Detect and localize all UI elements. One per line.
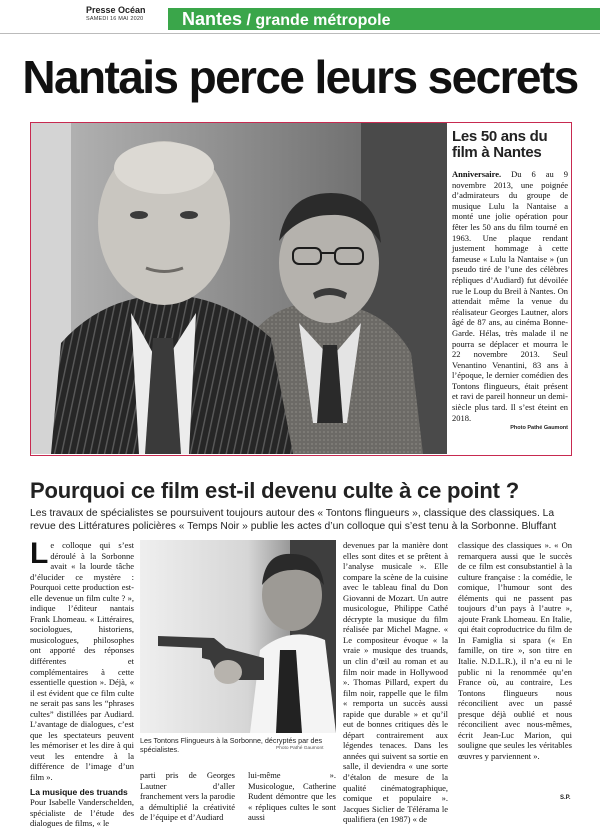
sidebar-photo-credit: Photo Pathé Gaumont	[510, 425, 568, 432]
paper-name: Presse Océan	[86, 5, 146, 15]
sorbonne-photo	[140, 540, 336, 733]
section-subtitle: / grande métropole	[246, 12, 391, 29]
photo-credit: Photo Pathé Gaumont	[276, 746, 324, 751]
photo-caption: Les Tontons Flingueurs à la Sorbonne, décryptés par des spécialistes.	[140, 736, 323, 754]
column-1-end-text: Pour Isabelle Vanderschelden, spécialiste de l’étude des dialogues de films, « le	[30, 797, 134, 829]
sidebar-body	[452, 169, 568, 423]
article-column-4: classique des classiques ». « On remarquera aussi que le succès de ce film est consubstantiel à la culture française : la comédie, le comique, l’humour sont des éléments qui ne passent pas toujours d’un pays à l’autre », ajoute Frank Lhomeau. En Italie, qui était coproductrice du film de In Famiglia si spara (« En famille, on tire », son titre en Italie. N.D.L.R.), il n’a eu ni le public ni la renommée qu’en France où, au contraire, Les Tontons flingueurs nous réconcilient avec un passé presque déjà oublié et nous réconcilient avec nous-mêmes, écrit Jean-Luc Marion, qui souligne que seules les véritables œuvres y parviennent ».	[458, 540, 572, 761]
article-column-1	[30, 537, 134, 829]
author-signature: S.P.	[560, 795, 571, 801]
section-band	[168, 8, 600, 30]
film-still-photo	[31, 123, 447, 454]
sidebar-text: Du 6 au 9 novembre 2013, une poignée d’admirateurs du groupe de musique Lulu la Nantaise a monté une jolie opération pour fêter les 50 ans du film tourné en 1963. Une plaque rendant justement hommage à cette fameuse « Lulu la Nantaise » (un pseudo tiré de l’une des célèbres répliques d’Audiard) fut dévoilée rue le Loup du Breil à Nantes. On attendait même la venue du réalisateur Georges Lautner, alors âgé de 87 ans, au cinéma Bonne-Garde. Hélas, très malade il ne pourra se déplacer et mourra le 22 novembre 2013. Seul Venantino Venantini, 83 ans à l’époque, le dernier comédien des Tontons flingueurs, était présent et ravi de pareil honneur un demi-siècle plus tard. Il s’est éteint en 2018.	[452, 169, 569, 423]
article-standfirst: Les travaux de spécialistes se poursuivent toujours autour des « Tontons flingueurs », classique des classiques. La revue des Littératures policières « Temps Noir » publie les actes d’un colloque qui s’est tenu à la Sorbonne. Bluffant	[30, 508, 557, 532]
section-city: Nantes	[182, 9, 243, 29]
sidebar-box	[452, 129, 568, 431]
gunman-photo-illustration	[140, 540, 336, 733]
sidebar-title	[452, 129, 568, 161]
section-title	[182, 8, 391, 32]
feature-box	[30, 122, 572, 456]
article-column-3: devenues par la manière dont elles sont dites et se prêtent à l’analyse musicale ». Elle compare la scène de la cuisine avec le tableau final du Don Giovanni de Mozart. Un autre musicologue, Philippe Cathé décrypte la musique du film réalisée par Michel Magne. « Le compositeur évoque « la vraie » musique des truands, un clin d’œil au roman et au film noir made in Hollywood ». Thomas Pillard, expert du film noir, rappelle que le film « remporta un succès aussi rapide que durable » et qu’il eut de bonnes critiques dès le départ contrairement aux légendes tenaces. Dans les années qui suivent sa sortie en salle, il deviendra « une sorte d’étalon de mesure de la qualité cinématographique, comique et populaire ». Jacques Siclier de Télérama le qualifiera (en 1987) « de	[343, 540, 448, 825]
sidebar-lead: Anniversaire.	[452, 169, 502, 179]
masthead	[0, 0, 600, 34]
sidebar-title-line2: film à Nantes	[452, 144, 542, 161]
page-headline: Nantais perce leurs secrets	[22, 51, 578, 103]
article-subhead: La musique des truands	[30, 786, 128, 797]
sidebar-title-line1: Les 50 ans du	[452, 128, 548, 145]
article-question-title: Pourquoi ce film est-il devenu culte à ce point ?	[30, 478, 519, 503]
dropcap: L	[30, 537, 49, 570]
column-1-text: e colloque qui s’est déroulé à la Sorbonne avait « la lourde tâche d’élucider ce mystère : Pourquoi cette production est-elle devenue un film culte ? », indique l’éditeur nantais Frank Lhomeau. « Littéraires, sociologues, historiens, musicologues, philosophes ont apporté des réponses différentes et complémentaires à cette essentielle question ». Déjà, « il est évident que ce film culte ne serait pas sans les “phrases cultes” distillées par Audiard. L’avantage de dialogues, c’est que les spectateurs peuvent les mémoriser et les dire à qui veut les entendre à la différence de l’image d’un film ».	[30, 540, 134, 783]
paper-date: SAMEDI 16 MAI 2020	[86, 16, 144, 22]
article-column-3-bottom: lui-même ». Musicologue, Catherine Rudent démontre que les « répliques cultes le sont aussi	[248, 770, 336, 823]
article-column-2-bottom: parti pris de Georges Lautner d’aller franchement vers la parodie a démultiplié la créativité de l’équipe et d’Audiard	[140, 770, 235, 823]
film-still-illustration	[31, 123, 447, 454]
